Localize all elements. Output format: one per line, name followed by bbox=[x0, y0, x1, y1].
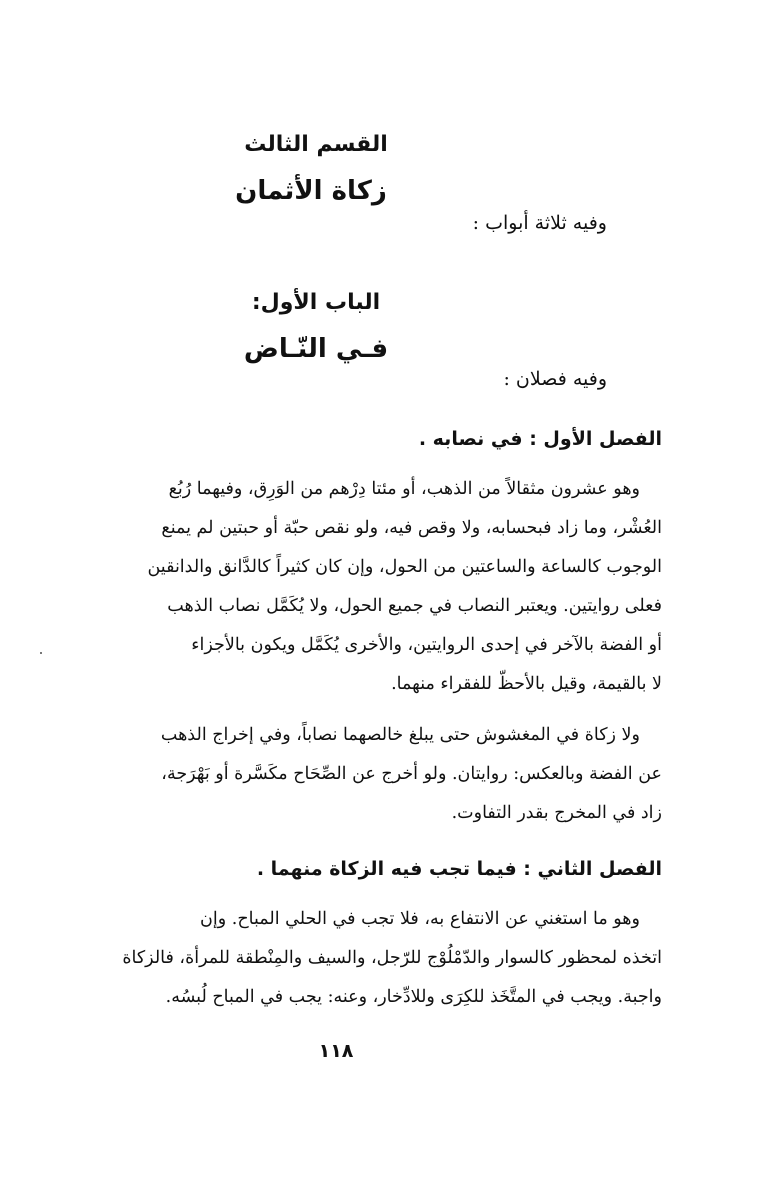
text-line: فعلى روايتين. ويعتبر النصاب في جميع الحول، ولا يُكَمَّل نصاب الذهب bbox=[167, 596, 662, 616]
text-line: الوجوب كالساعة والساعتين من الحول، وإن كان كثيراً كالدَّانق والدانقين bbox=[147, 557, 662, 577]
part-intro: وفيه ثلاثة أبواب : bbox=[472, 212, 607, 234]
scan-speck bbox=[40, 652, 42, 654]
text-line: ولا زكاة في المغشوش حتى يبلغ خالصهما نصاباً، وفي إخراج الذهب bbox=[160, 725, 640, 745]
text-line: عن الفضة وبالعكس: روايتان. ولو أخرج عن الصِّحَاح مكَسَّرة أو بَهْرَجة، bbox=[161, 764, 662, 784]
chapter-intro: وفيه فصلان : bbox=[503, 368, 607, 390]
paragraph-1 bbox=[42, 470, 662, 704]
paragraph-3 bbox=[42, 900, 662, 1017]
text-line: وهو ما استغني عن الانتفاع به، فلا تجب في الحلي المباح. وإن bbox=[200, 909, 640, 929]
part-subtitle: زكاة الأثمان bbox=[235, 176, 387, 206]
page-number: ١١٨ bbox=[318, 1040, 354, 1062]
text-line: وهو عشرون مثقالاً من الذهب، أو مئتا دِرْهم من الوَرِق، وفيهما رُبُع bbox=[168, 479, 640, 499]
text-line: زاد في المخرج بقدر التفاوت. bbox=[451, 803, 662, 823]
section-heading-2: الفصل الثاني : فيما تجب فيه الزكاة منهما . bbox=[256, 858, 662, 880]
text-line: واجبة. ويجب في المتَّخَذ للكِرَى وللادِّخار، وعنه: يجب في المباح لُبسُه. bbox=[165, 987, 662, 1007]
paragraph-2 bbox=[42, 716, 662, 833]
chapter-subtitle: فـي النّـاض bbox=[243, 334, 389, 364]
book-page bbox=[40, 0, 662, 1192]
part-title: القسم الثالث bbox=[244, 132, 388, 157]
text-line: اتخذه لمحظور كالسوار والدّمْلُوْج للرّجل، والسيف والمِنْطقة للمرأة، فالزكاة bbox=[122, 948, 662, 968]
chapter-title: الباب الأول: bbox=[251, 290, 381, 315]
text-line: أو الفضة بالآخر في إحدى الروايتين، والأخرى يُكَمَّل ويكون بالأجزاء bbox=[191, 635, 662, 655]
text-line: العُشْر، وما زاد فبحسابه، ولا وقص فيه، ولو نقص حبّة أو حبتين لم يمنع bbox=[161, 518, 662, 538]
section-heading-1: الفصل الأول : في نصابه . bbox=[418, 428, 662, 450]
text-line: لا بالقيمة، وقيل بالأحظّ للفقراء منهما. bbox=[391, 674, 662, 694]
